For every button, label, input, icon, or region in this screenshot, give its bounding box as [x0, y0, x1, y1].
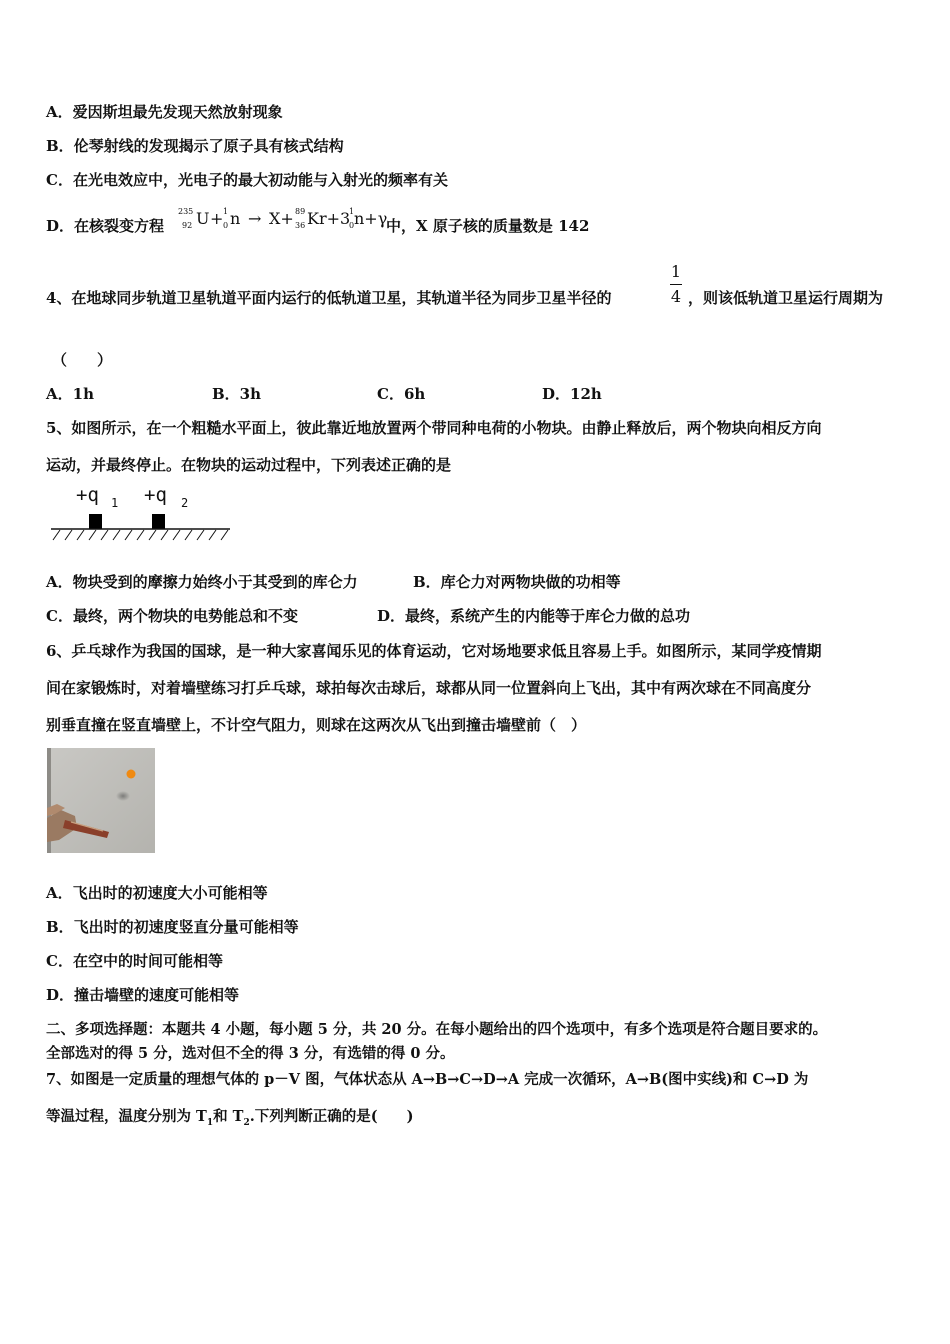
q5-option-b: B．库仑力对两物块做的功相等	[413, 573, 621, 591]
kr-mass-number: 89	[295, 207, 306, 216]
charge-q2-subscript: 2	[181, 496, 189, 510]
q6-option-d: D．撞击墙壁的速度可能相等	[46, 986, 240, 1004]
q6-stem-line-1: 6、乒乓球作为我国的国球，是一种大家喜闻乐见的体育运动，它对场地要求低且容易上手。如图所示，某同学疫情期	[46, 642, 822, 660]
q3-option-d	[46, 208, 746, 236]
n2-symbol: n+γ	[354, 209, 388, 228]
u-atomic-number: 92	[182, 221, 193, 230]
charge-q2-label: +q	[144, 484, 167, 506]
q7-stem-line-2c: .下列判断正确的是( )	[249, 1108, 414, 1125]
q6-option-a: A．飞出时的初速度大小可能相等	[46, 884, 268, 902]
q3-option-c: C．在光电效应中，光电子的最大初动能与入射光的频率有关	[46, 171, 448, 189]
q4-stem: 4、在地球同步轨道卫星轨道平面内运行的低轨道卫星，其轨道半径为同步卫星半径的	[46, 289, 612, 307]
q4-option-b: B．3h	[212, 385, 262, 403]
n-atomic-number: 0	[223, 221, 229, 230]
q6-option-b: B．飞出时的初速度竖直分量可能相等	[46, 918, 299, 936]
q7-stem-line-2	[46, 1107, 414, 1133]
block-q2	[152, 514, 165, 529]
fission-equation	[178, 208, 388, 236]
q7-stem-line-2b: 和 T	[213, 1108, 244, 1125]
n-symbol: n	[230, 209, 241, 228]
q5-stem-line-2: 运动，并最终停止。在物块的运动过程中，下列表述正确的是	[46, 456, 452, 474]
rough-ground	[50, 528, 232, 546]
n2-mass-number: 1	[349, 207, 355, 216]
q5-stem-line-1: 5、如图所示，在一个粗糙水平面上，彼此靠近地放置两个带同种电荷的小物块。由静止释放后，两个物块向相反方向	[46, 419, 822, 437]
section-2-heading-line-1: 二、多项选择题：本题共 4 小题，每小题 5 分，共 20 分。在每小题给出的四个选项中，有多个选项是符合题目要求的。	[46, 1021, 828, 1038]
n2-atomic-number: 0	[349, 221, 355, 230]
block-q1	[89, 514, 102, 529]
charged-blocks-figure	[50, 484, 232, 548]
q4-answer-paren: （ ）	[52, 351, 113, 369]
reaction-arrow: →	[248, 209, 262, 228]
x-symbol: X+	[269, 209, 294, 228]
u-mass-number: 235	[178, 207, 194, 216]
t1-subscript: 1	[206, 1117, 214, 1128]
q7-stem-line-2a: 等温过程，温度分别为 T	[46, 1108, 207, 1125]
t2-subscript: 2	[243, 1117, 250, 1128]
q4-option-a: A．1h	[46, 385, 94, 403]
q7-stem-line-1: 7、如图是一定质量的理想气体的 p－V 图，气体状态从 A→B→C→D→A 完成一次循环，A→B(图中实线)和 C→D 为	[46, 1071, 809, 1088]
n-mass-number: 1	[223, 207, 229, 216]
q5-option-c: C．最终，两个物块的电势能总和不变	[46, 607, 298, 625]
section-2-heading-line-2: 全部选对的得 5 分，选对但不全的得 3 分，有选错的得 0 分。	[46, 1045, 455, 1062]
q3-option-d-suffix: 中，X 原子核的质量数是 142	[386, 217, 590, 235]
q4-option-c: C．6h	[377, 385, 426, 403]
q3-option-d-prefix: D．在核裂变方程	[46, 217, 165, 235]
q5-option-d: D．最终，系统产生的内能等于库仑力做的总功	[377, 607, 691, 625]
charge-q1-label: +q	[76, 484, 99, 506]
q6-stem-line-3: 别垂直撞在竖直墙壁上，不计空气阻力，则球在这两次从飞出到撞击墙壁前（ ）	[46, 716, 587, 734]
q3-option-a: A．爱因斯坦最先发现天然放射现象	[46, 103, 283, 121]
kr-symbol: Kr+3	[307, 209, 351, 228]
q3-option-b: B．伦琴射线的发现揭示了原子具有核式结构	[46, 137, 344, 155]
q5-option-a: A．物块受到的摩擦力始终小于其受到的库仑力	[46, 573, 358, 591]
ping-pong-photo	[47, 748, 155, 853]
q4-stem-end: ，则该低轨道卫星运行周期为	[688, 289, 884, 307]
q6-stem-line-2: 间在家锻炼时，对着墙壁练习打乒乓球，球拍每次击球后，球都从同一位置斜向上飞出，其中有两次球在不同高度分	[46, 679, 812, 697]
fraction-denominator: 4	[670, 287, 682, 306]
q4-option-d: D．12h	[542, 385, 602, 403]
charge-q1-subscript: 1	[111, 496, 119, 510]
kr-atomic-number: 36	[295, 221, 306, 230]
plus-sign: +	[210, 209, 224, 228]
fraction-bar	[670, 284, 682, 285]
fraction-numerator: 1	[670, 262, 682, 281]
q6-option-c: C．在空中的时间可能相等	[46, 952, 223, 970]
u-symbol: U	[196, 209, 210, 228]
